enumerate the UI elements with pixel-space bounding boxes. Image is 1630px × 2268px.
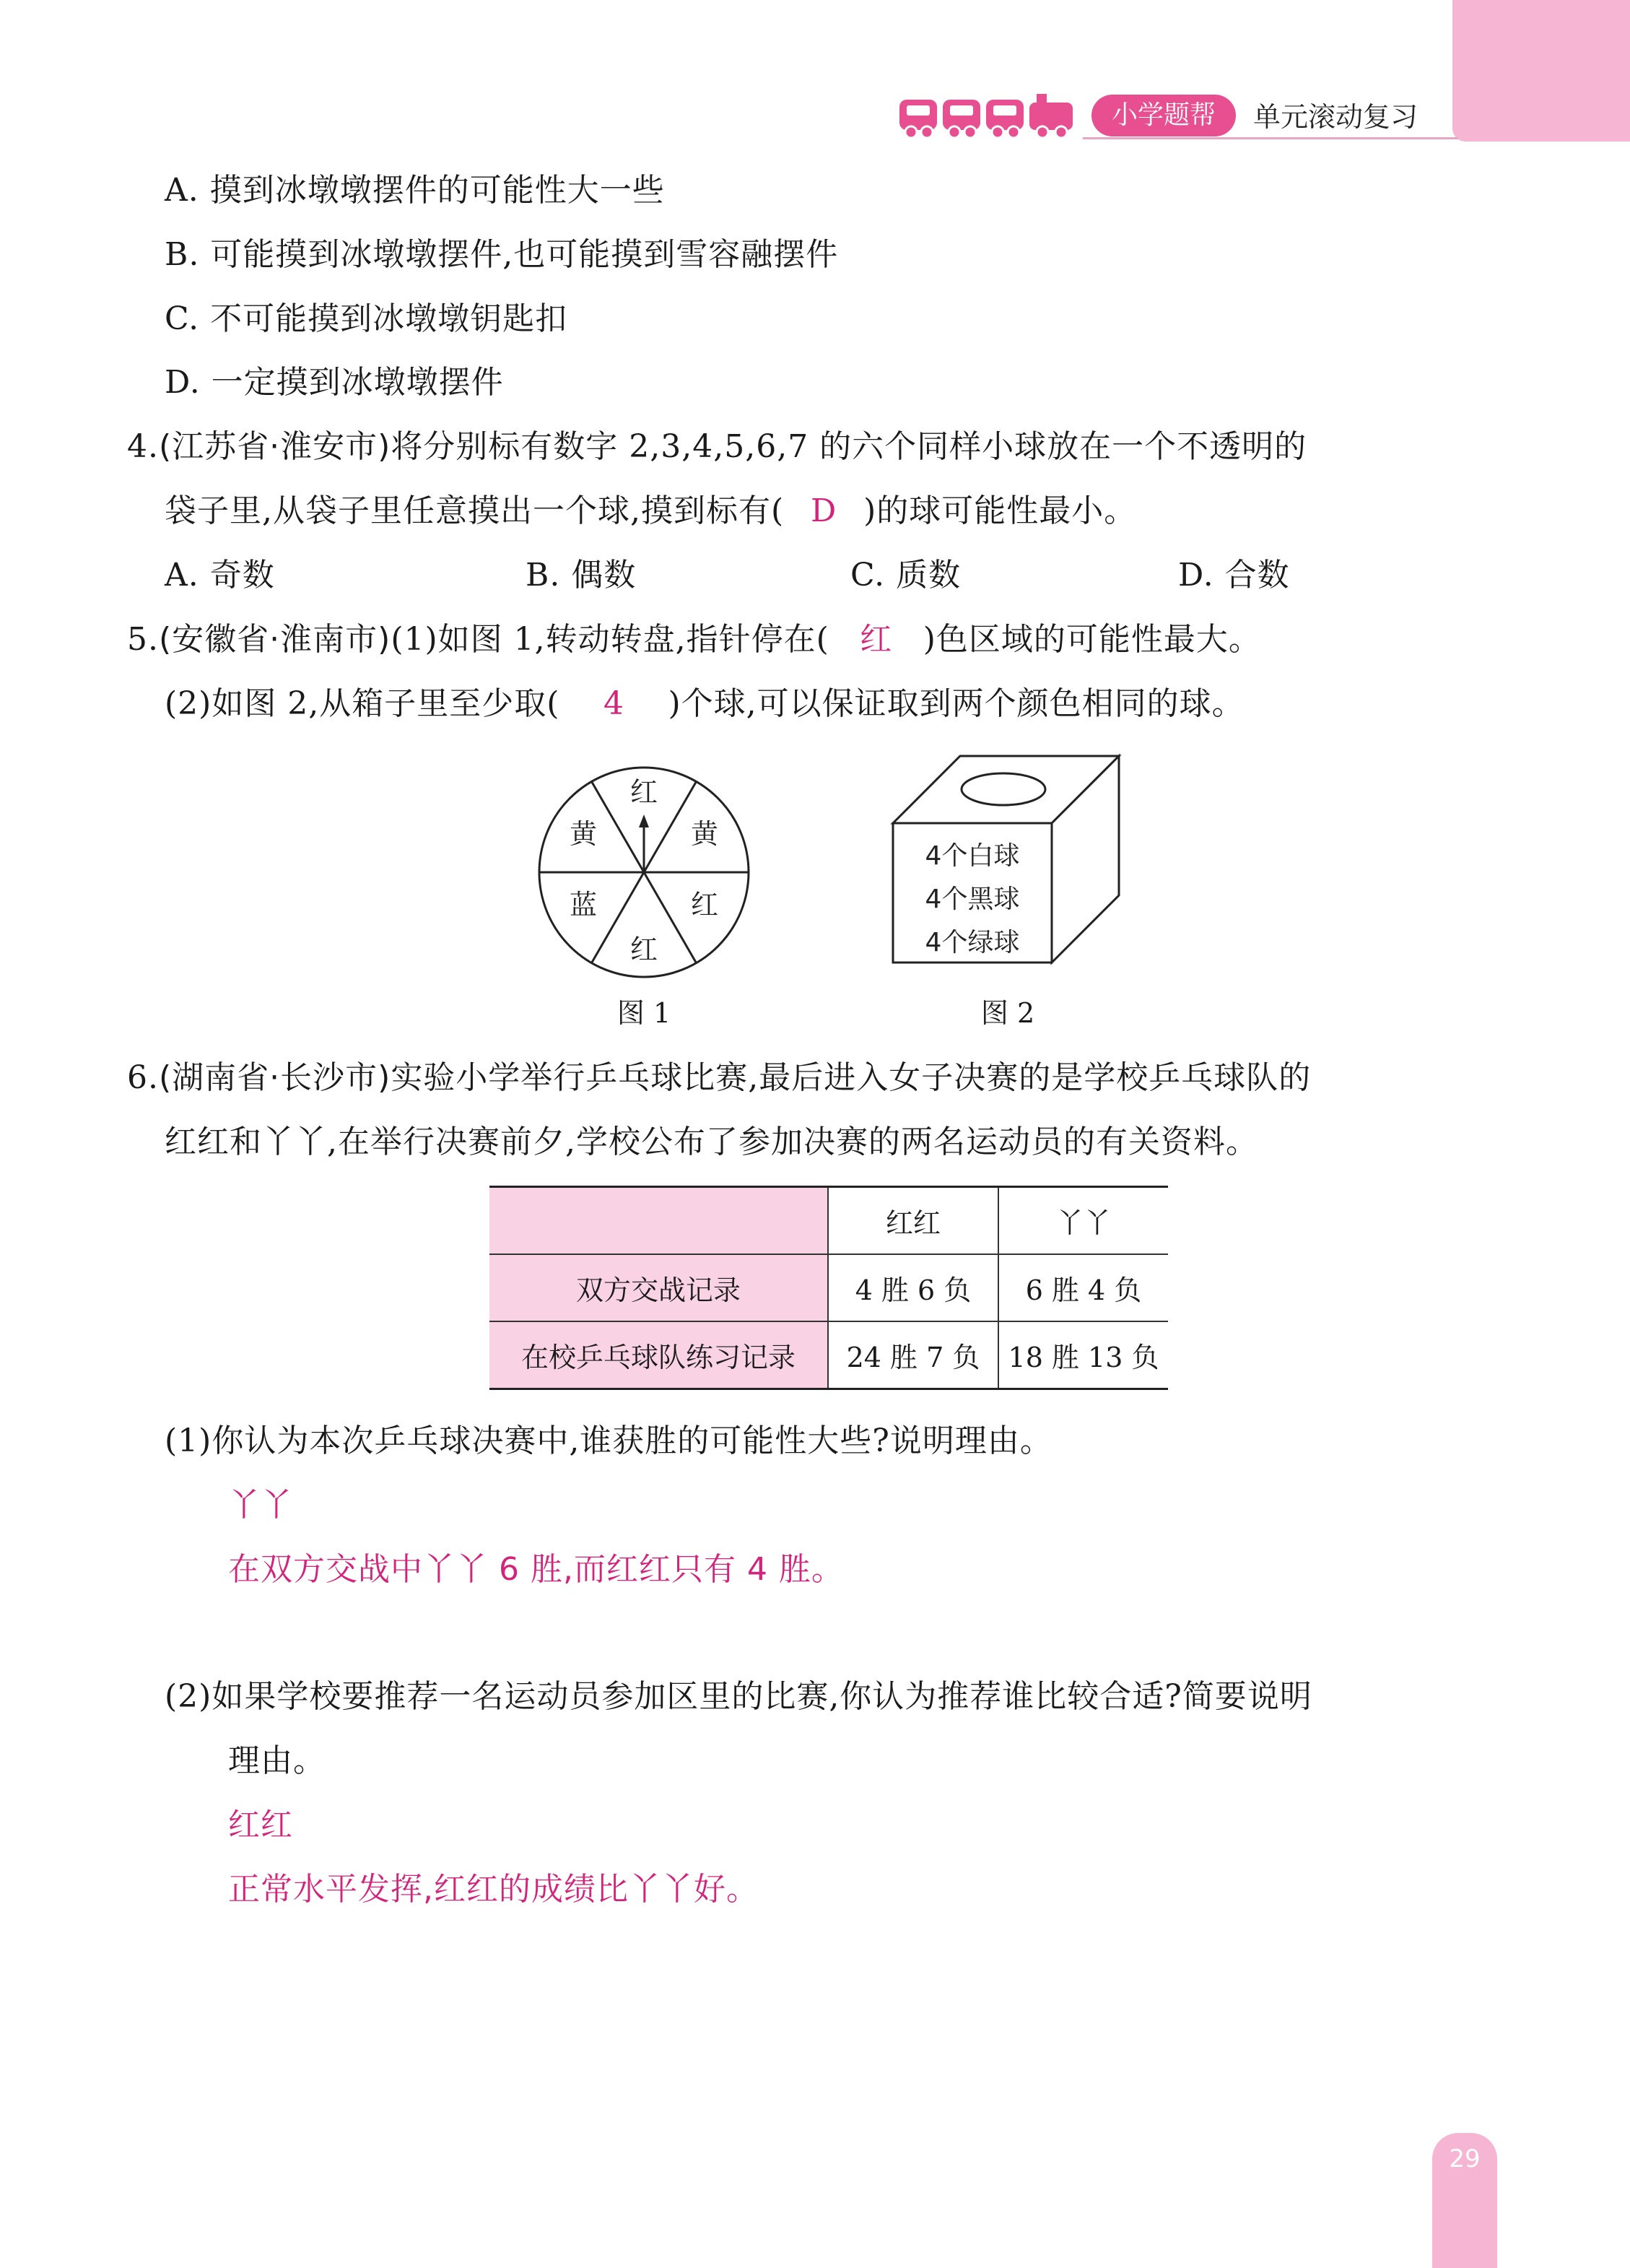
table-row <box>489 1187 1168 1255</box>
spinner-label-top: 红 <box>629 776 658 808</box>
q3-option-b: B. 可能摸到冰墩墩摆件,也可能摸到雪容融摆件 <box>165 236 839 273</box>
table-header-yaya: 丫丫 <box>998 1187 1168 1255</box>
q4-text1: 将分别标有数字 2,3,4,5,6,7 的六个同样小球放在一个不透明的 <box>391 428 1307 465</box>
q6-sub1-answer1: 丫丫 <box>228 1487 293 1524</box>
spinner-label-bottom: 红 <box>629 934 658 965</box>
q6-sub2-question-line2: 理由。 <box>228 1742 326 1779</box>
header-corner-tab <box>1452 0 1630 142</box>
train-icon <box>895 92 1083 143</box>
fig1-caption: 图 1 <box>616 997 671 1029</box>
q4-region: (江苏省·淮安市) <box>158 428 391 465</box>
q4-line1 <box>127 425 1307 469</box>
table-cell: 6 胜 4 负 <box>998 1254 1168 1321</box>
header-divider <box>1083 137 1458 139</box>
q6-region: (湖南省·长沙市) <box>158 1059 391 1096</box>
table-header-honghong: 红红 <box>828 1187 998 1255</box>
table-cell-label: 在校乒乓球队练习记录 <box>489 1321 828 1389</box>
q6-line2: 红红和丫丫,在举行决赛前夕,学校公布了参加决赛的两名运动员的有关资料。 <box>165 1124 1258 1160</box>
page-number: 29 <box>1449 2145 1481 2173</box>
q6-line1 <box>127 1056 1311 1100</box>
box-figure <box>888 751 1126 975</box>
q5-part1-pre: (1)如图 1,转动转盘,指针停在( <box>391 621 829 658</box>
box-line-green: 4个绿球 <box>925 928 1020 957</box>
q4-option-c: C. 质数 <box>850 557 962 594</box>
q6-sub2-answer1: 红红 <box>228 1807 293 1843</box>
table-row <box>489 1254 1168 1321</box>
table-header-blank <box>489 1187 828 1255</box>
q4-option-d: D. 合数 <box>1178 557 1290 594</box>
q5-part1-answer: 红 <box>860 621 893 658</box>
q6-sub1-answer2: 在双方交战中丫丫 6 胜,而红红只有 4 胜。 <box>228 1551 844 1588</box>
q5-part2-answer: 4 <box>603 685 624 722</box>
q4-text2-post: )的球可能性最小。 <box>863 492 1137 529</box>
spinner-label-upper-left: 黄 <box>569 818 598 850</box>
record-table <box>489 1186 1168 1390</box>
q6-text1: 实验小学举行乒乓球比赛,最后进入女子决赛的是学校乒乓球队的 <box>391 1059 1312 1096</box>
q5-part2-pre: (2)如图 2,从箱子里至少取( <box>165 685 560 722</box>
spinner-label-upper-right: 黄 <box>690 818 719 850</box>
q6-sub1-question: (1)你认为本次乒乓球决赛中,谁获胜的可能性大些?说明理由。 <box>165 1422 1052 1459</box>
q3-option-c: C. 不可能摸到冰墩墩钥匙扣 <box>165 300 568 337</box>
box-hole <box>962 773 1045 805</box>
q4-option-b: B. 偶数 <box>526 557 637 594</box>
header-title: 单元滚动复习 <box>1253 101 1418 133</box>
q4-text2-pre: 袋子里,从袋子里任意摸出一个球,摸到标有( <box>165 492 785 529</box>
q3-option-d: D. 一定摸到冰墩墩摆件 <box>165 364 504 401</box>
q3-option-a: A. 摸到冰墩墩摆件的可能性大一些 <box>165 172 665 209</box>
spinner-figure <box>536 764 752 981</box>
table-cell-label: 双方交战记录 <box>489 1254 828 1321</box>
q4-number: 4. <box>127 428 159 465</box>
fig2-caption: 图 2 <box>980 997 1035 1029</box>
q5-part2-post: )个球,可以保证取到两个颜色相同的球。 <box>668 685 1245 722</box>
q6-number: 6. <box>127 1059 159 1096</box>
q6-sub2-question-line1: (2)如果学校要推荐一名运动员参加区里的比赛,你认为推荐谁比较合适?简要说明 <box>165 1678 1312 1715</box>
table-cell: 4 胜 6 负 <box>828 1254 998 1321</box>
q5-line2 <box>165 682 1245 726</box>
q5-line1 <box>127 618 1261 661</box>
q5-region: (安徽省·淮南市) <box>158 621 391 658</box>
q4-option-a: A. 奇数 <box>165 557 275 594</box>
q6-sub2-answer2: 正常水平发挥,红红的成绩比丫丫好。 <box>228 1871 759 1908</box>
table-cell: 18 胜 13 负 <box>998 1321 1168 1389</box>
table-cell: 24 胜 7 负 <box>828 1321 998 1389</box>
spinner-label-lower-left: 蓝 <box>569 889 598 921</box>
q4-answer: D <box>811 492 837 529</box>
q5-part1-post: )色区域的可能性最大。 <box>923 621 1261 658</box>
box-line-white: 4个白球 <box>925 841 1020 871</box>
q4-line2 <box>165 490 1136 533</box>
table-row <box>489 1321 1168 1389</box>
spinner-label-lower-right: 红 <box>690 889 719 921</box>
q5-number: 5. <box>127 621 159 658</box>
header-badge: 小学题帮 <box>1091 95 1236 136</box>
box-line-black: 4个黑球 <box>925 885 1020 914</box>
